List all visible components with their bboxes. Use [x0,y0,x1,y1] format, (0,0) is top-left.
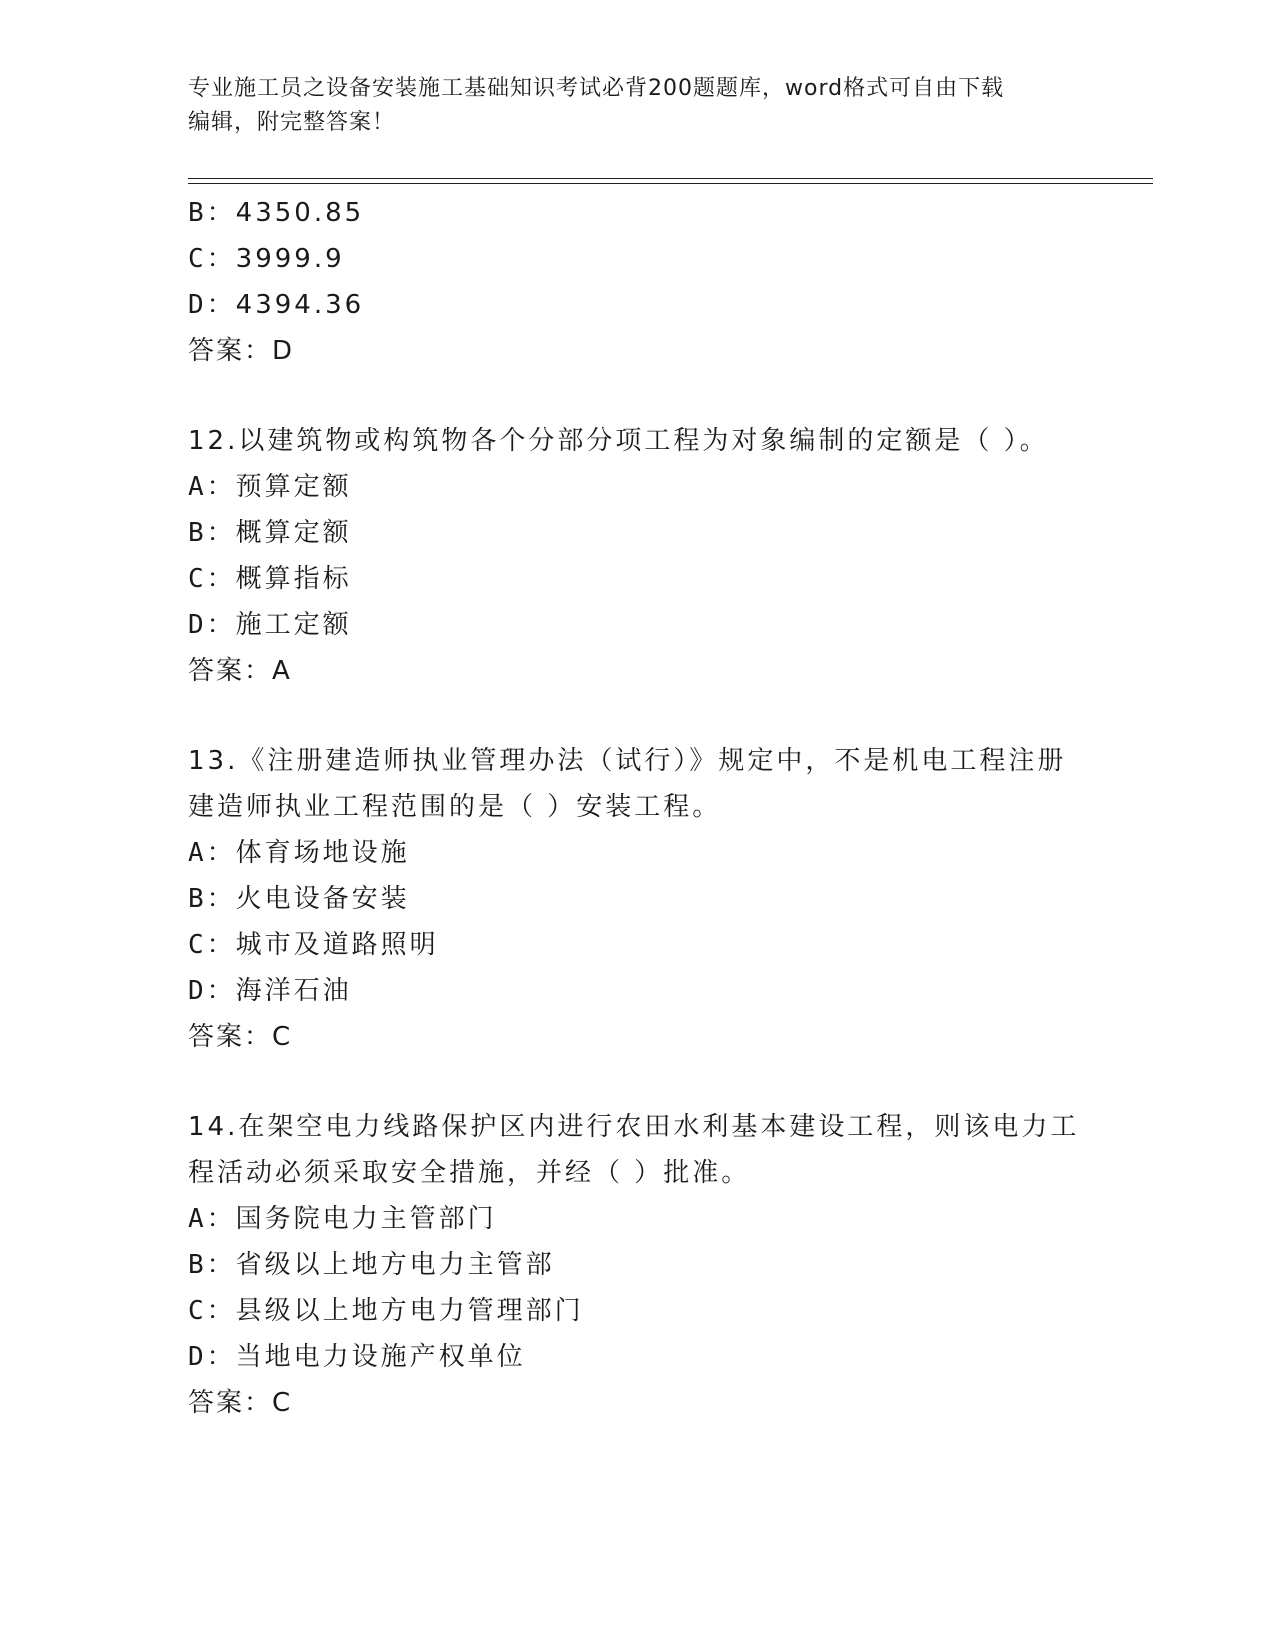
option-c: C：城市及道路照明 [188,930,439,960]
header-rule-top [188,178,1153,179]
question-12 [188,418,1088,694]
question-continued [188,190,1088,374]
option-b: B：4350.85 [188,198,365,228]
question-stem-line-2: 程活动必须采取安全措施，并经（ ）批准。 [188,1158,751,1188]
question-stem-line-2: 建造师执业工程范围的是（ ）安装工程。 [188,792,722,822]
answer: 答案：D [188,336,295,366]
header-line-2: 编辑，附完整答案！ [188,110,396,135]
option-d: D：4394.36 [188,290,365,320]
option-a: A：体育场地设施 [188,838,410,868]
answer: 答案：A [188,656,292,686]
option-b: B：概算定额 [188,518,352,548]
option-d: D：当地电力设施产权单位 [188,1342,526,1372]
option-c: C：县级以上地方电力管理部门 [188,1296,584,1326]
answer: 答案：C [188,1022,293,1052]
spacer [188,374,1088,418]
question-stem-line-1: 14.在架空电力线路保护区内进行农田水利基本建设工程，则该电力工 [188,1112,1080,1142]
option-c: C：3999.9 [188,244,345,274]
option-d: D：施工定额 [188,610,352,640]
header-line-1: 专业施工员之设备安装施工基础知识考试必背200题题库，word格式可自由下载 [188,76,1005,101]
option-d: D：海洋石油 [188,976,352,1006]
answer: 答案：C [188,1388,293,1418]
option-a: A：国务院电力主管部门 [188,1204,497,1234]
document-header [188,72,1088,140]
header-rule-bottom [188,183,1153,184]
option-c: C：概算指标 [188,564,352,594]
option-b: B：省级以上地方电力主管部 [188,1250,555,1280]
spacer [188,694,1088,738]
question-list [188,190,1088,1426]
question-stem-line-1: 13.《注册建造师执业管理办法（试行）》规定中，不是机电工程注册 [188,746,1067,776]
option-a: A：预算定额 [188,472,352,502]
spacer [188,1060,1088,1104]
question-14 [188,1104,1088,1426]
question-13 [188,738,1088,1060]
option-b: B：火电设备安装 [188,884,410,914]
question-stem: 12.以建筑物或构筑物各个分部分项工程为对象编制的定额是（ ）。 [188,426,1049,456]
